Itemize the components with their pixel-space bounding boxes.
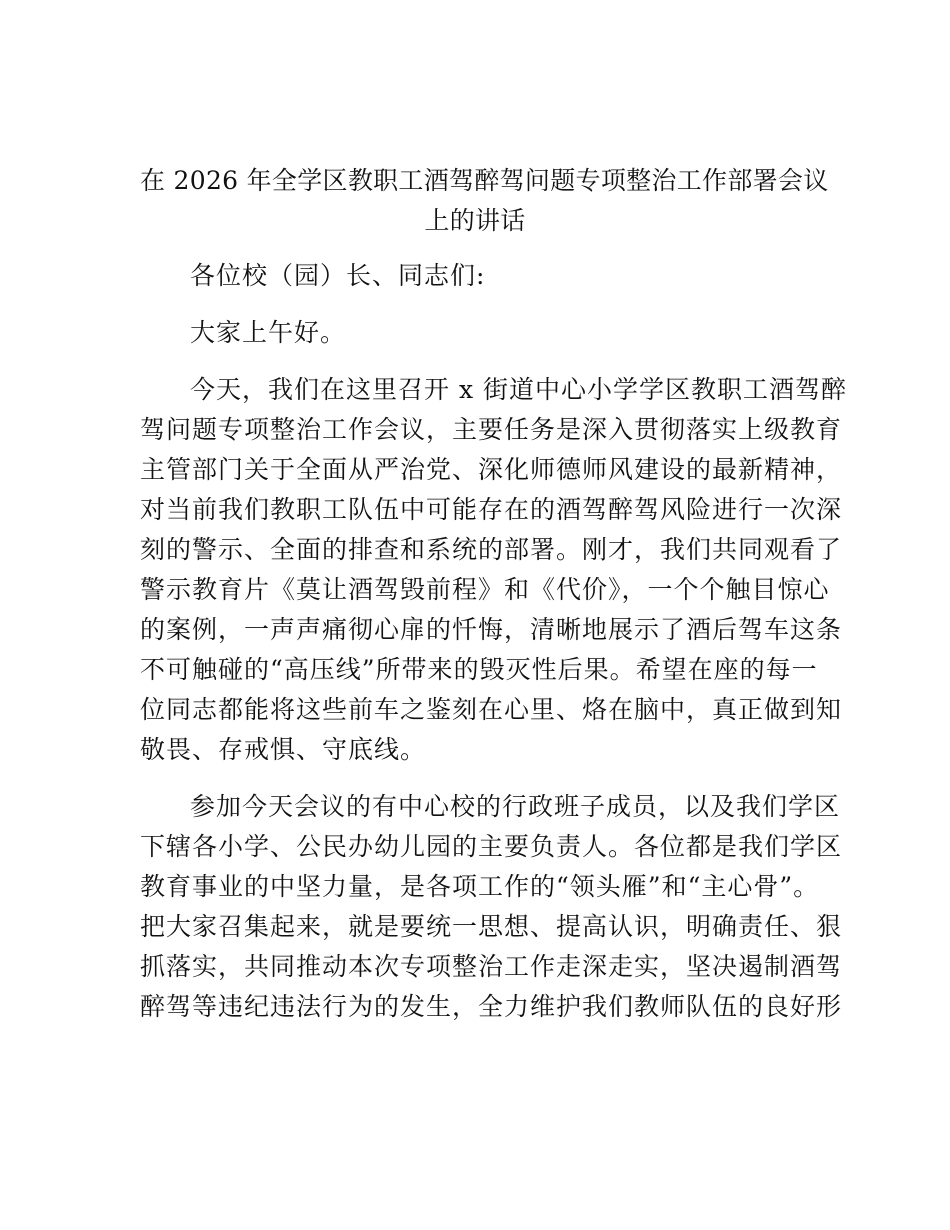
paragraph-line: 抓落实，共同推动本次专项整治工作走深走实，坚决遏制酒驾 bbox=[140, 952, 843, 981]
paragraph-line: 敬畏、存戒惧、守底线。 bbox=[140, 735, 427, 764]
paragraph-line: 今天，我们在这里召开 x 街道中心小学学区教职工酒驾醉 bbox=[190, 375, 847, 404]
paragraph-line: 的案例，一声声痛彻心扉的忏悔，清晰地展示了酒后驾车这条 bbox=[140, 615, 843, 644]
paragraph-line: 位同志都能将这些前车之鉴刻在心里、烙在脑中，真正做到知 bbox=[140, 695, 843, 724]
salutation: 各位校（园）长、同志们: bbox=[190, 261, 486, 290]
document-body bbox=[140, 256, 847, 1027]
paragraph-line: 参加今天会议的有中心校的行政班子成员，以及我们学区 bbox=[190, 792, 841, 821]
paragraph-1 bbox=[140, 370, 847, 770]
paragraph-line: 刻的警示、全面的排查和系统的部署。刚才，我们共同观看了 bbox=[140, 535, 843, 564]
title-line-1: 在 2026 年全学区教职工酒驾醉驾问题专项整治工作部署会议 bbox=[140, 166, 829, 195]
paragraph-line: 下辖各小学、公民办幼儿园的主要负责人。各位都是我们学区 bbox=[140, 832, 843, 861]
paragraph-line: 警示教育片《莫让酒驾毁前程》和《代价》，一个个触目惊心 bbox=[140, 575, 830, 604]
paragraph-line: 教育事业的中坚力量，是各项工作的“领头雁”和“主心骨”。 bbox=[140, 872, 820, 901]
paragraph-line: 驾问题专项整治工作会议，主要任务是深入贯彻落实上级教育 bbox=[140, 415, 843, 444]
document-title bbox=[140, 160, 829, 240]
title-line-2: 上的讲话 bbox=[424, 206, 526, 235]
paragraph-line: 主管部门关于全面从严治党、深化师德师风建设的最新精神， bbox=[140, 455, 843, 484]
paragraph-line: 把大家召集起来，就是要统一思想、提高认识，明确责任、狠 bbox=[140, 912, 843, 941]
paragraph-2 bbox=[140, 787, 843, 1027]
paragraph-line: 醉驾等违纪违法行为的发生，全力维护我们教师队伍的良好形 bbox=[140, 992, 843, 1021]
paragraph-line: 不可触碰的“高压线”所带来的毁灭性后果。希望在座的每一 bbox=[140, 655, 818, 684]
greeting: 大家上午好。 bbox=[190, 318, 347, 347]
paragraph-line: 对当前我们教职工队伍中可能存在的酒驾醉驾风险进行一次深 bbox=[140, 495, 843, 524]
